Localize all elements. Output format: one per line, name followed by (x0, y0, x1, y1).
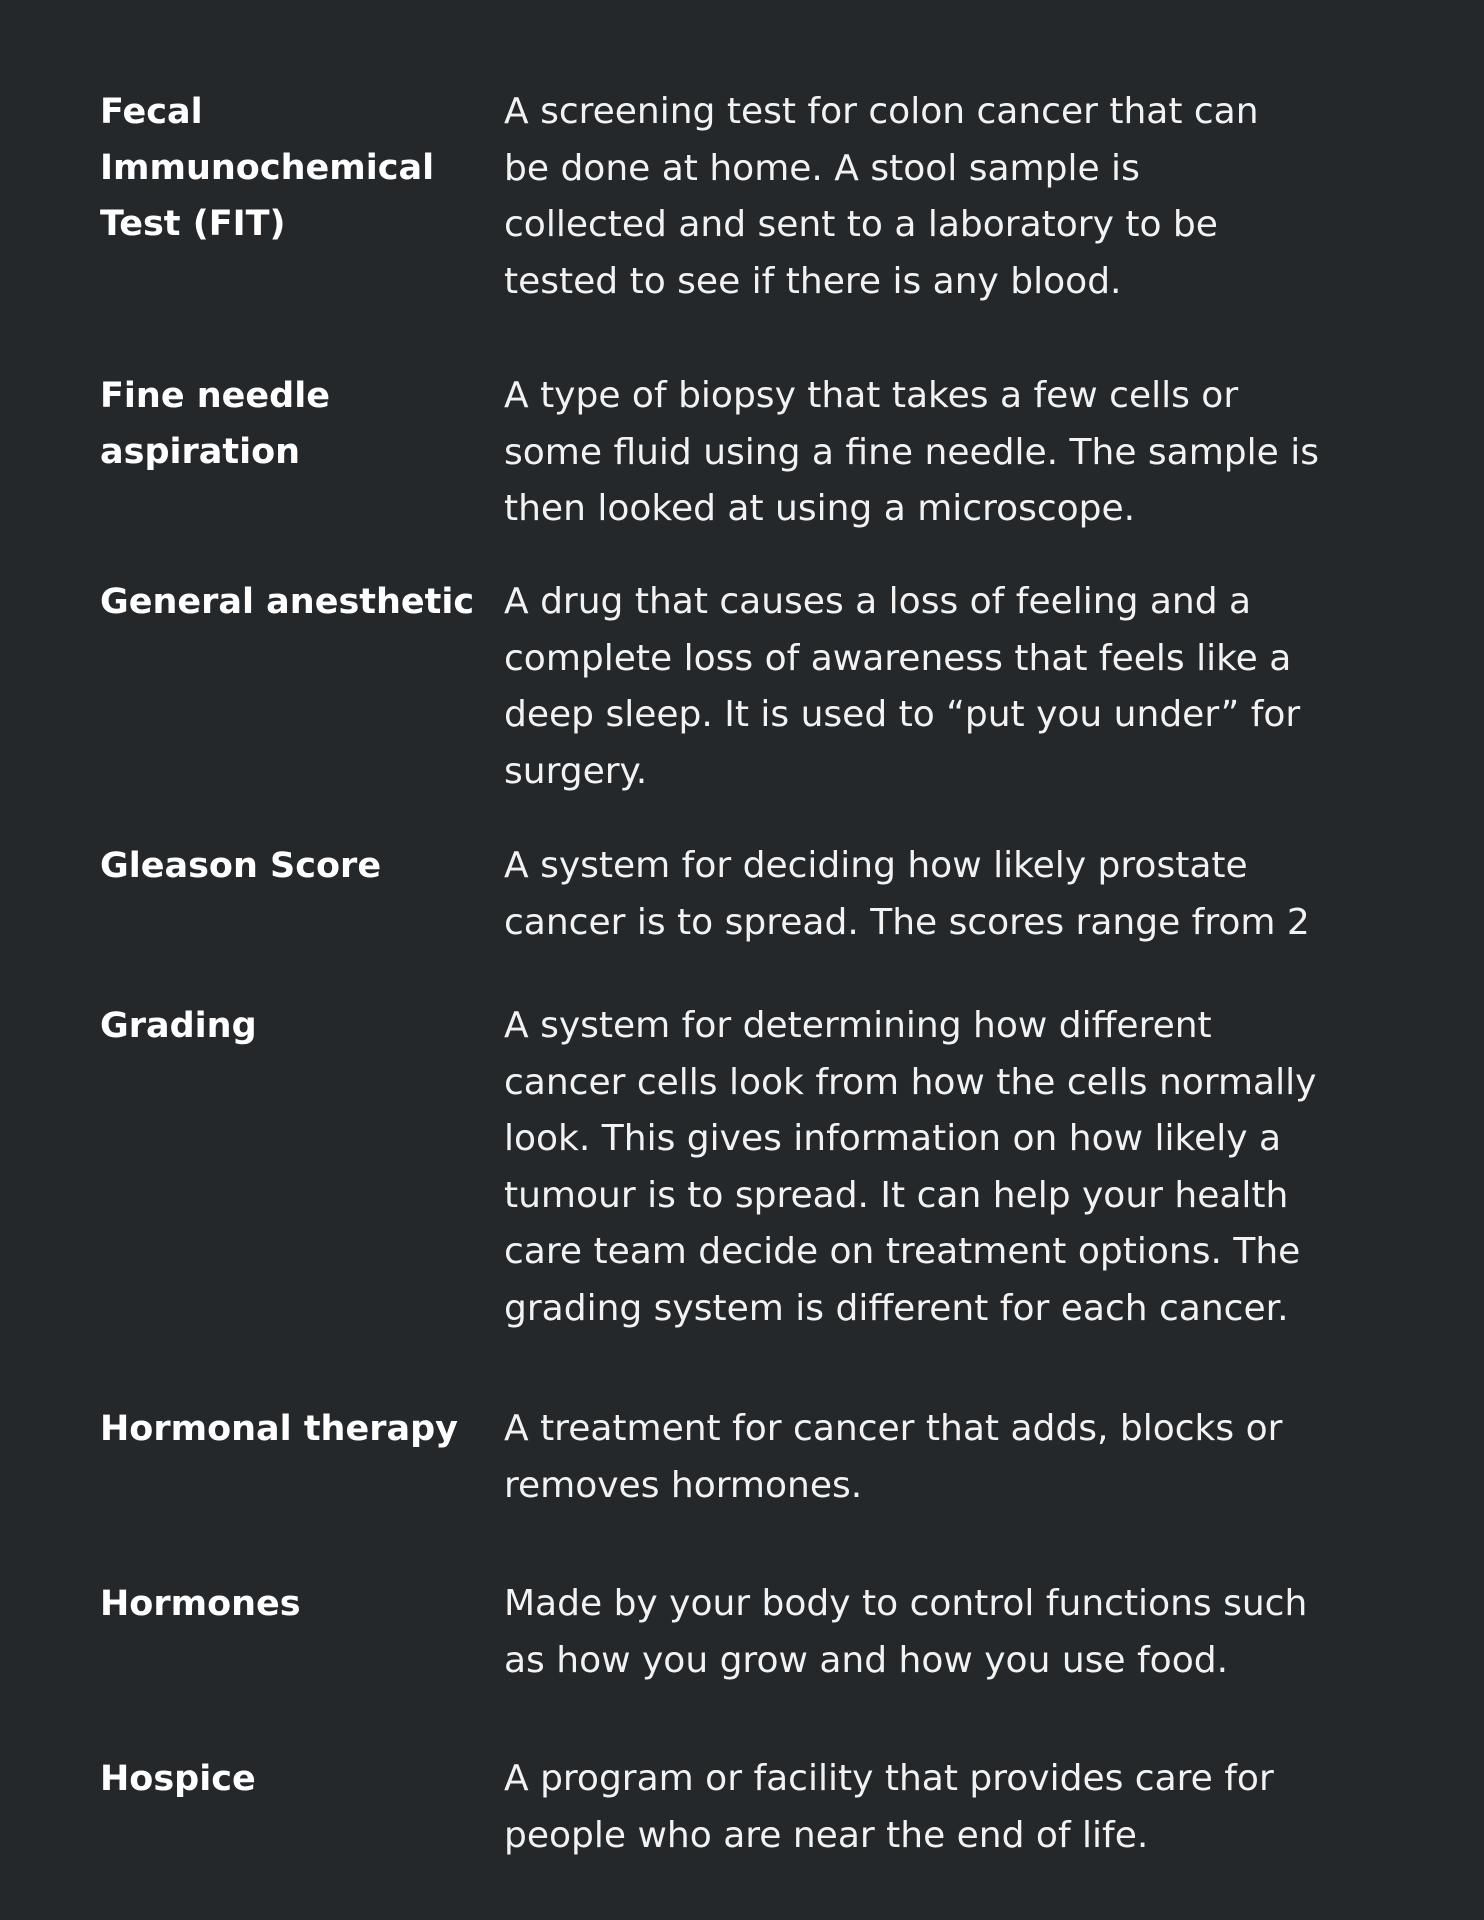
term: Hospice (100, 1759, 256, 1799)
term: Hormonal therapy (100, 1409, 458, 1449)
term: Grading (100, 1006, 257, 1046)
definition: Made by your body to control functions such as how you grow and how you use food. (504, 1583, 1308, 1681)
definition: A system for determining how different cancer cells look from how the cells normally look. This gives information on how likely a tumour is to spread. It can help your health care team decide on treatment options. The grading system is different for each cancer. (504, 1005, 1317, 1329)
definition: A system for deciding how likely prostate cancer is to spread. The scores range from 2 (504, 845, 1310, 943)
term: Gleason Score (100, 846, 382, 886)
term: Hormones (100, 1584, 301, 1624)
definition: A type of biopsy that takes a few cells or some fluid using a fine needle. The sample is then looked at using a microscope. (504, 375, 1319, 529)
definition: A drug that causes a loss of feeling and a complete loss of awareness that feels like a deep sleep. It is used to “put you under” for surgery. (504, 581, 1301, 792)
term: General anesthetic (100, 582, 475, 622)
definition: A program or facility that provides care for people who are near the end of life. (504, 1758, 1274, 1856)
term: Fine needle aspiration (100, 376, 330, 472)
term: Fecal Immunochemical Test (FIT) (100, 92, 435, 244)
definition: A screening test for colon cancer that can be done at home. A stool sample is collected and sent to a laboratory to be tested to see if there is any blood. (504, 91, 1259, 302)
definition: A treatment for cancer that adds, blocks or removes hormones. (504, 1408, 1283, 1506)
